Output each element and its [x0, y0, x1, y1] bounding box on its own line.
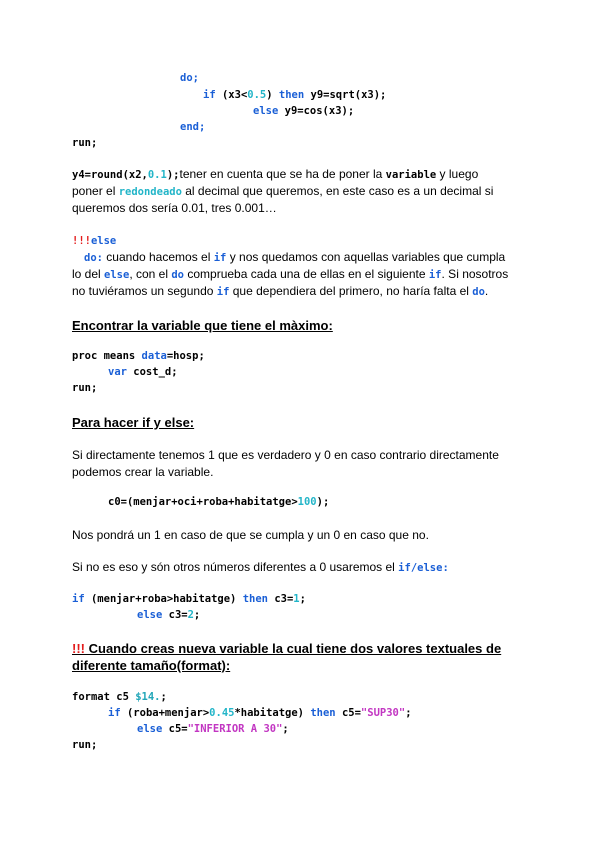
- keyword: if: [72, 593, 85, 605]
- number: 0.45: [209, 707, 235, 719]
- keyword: if: [203, 89, 216, 101]
- paragraph-line: poner el redondeado al decimal que queremos, en este caso es a un decimal si: [72, 184, 494, 198]
- code-line: else y9=cos(x3);: [253, 105, 355, 117]
- paragraph-line: Si directamente tenemos 1 que es verdadero y 0 en caso contrario directamente: [72, 448, 499, 462]
- keyword: else: [137, 609, 163, 621]
- code-line: c0=(menjar+oci+roba+habitatge>100);: [108, 496, 330, 508]
- code-line: [180, 70, 199, 87]
- paragraph-line: queremos dos sería 0.01, tres 0.001…: [72, 201, 277, 215]
- keyword: then: [242, 593, 268, 605]
- code-line: if (menjar+roba>habitatge) then c3=1;: [72, 593, 306, 605]
- code-line: if (x3<0.5) then y9=sqrt(x3);: [203, 89, 387, 101]
- keyword: then: [310, 707, 336, 719]
- code-line: else c5="INFERIOR A 30";: [137, 723, 289, 735]
- code-line: [180, 119, 205, 136]
- section-heading: Encontrar la variable que tiene el màximo:: [72, 318, 333, 333]
- keyword: else: [253, 105, 279, 117]
- paragraph-line: do: cuando hacemos el if y nos quedamos con aquellas variables que cumpla: [84, 250, 506, 264]
- code-line: run;: [72, 739, 98, 751]
- keyword: data: [141, 350, 167, 362]
- number: 100: [297, 496, 317, 508]
- section-heading: Para hacer if y else:: [72, 415, 195, 430]
- section-heading: !!! Cuando creas nueva variable la cual tiene dos valores textuales de: [72, 641, 502, 656]
- keyword: var: [108, 366, 127, 378]
- code-line: var cost_d;: [108, 366, 178, 378]
- code-line: run;: [72, 382, 98, 394]
- keyword: if: [108, 707, 121, 719]
- string-literal: "INFERIOR A 30": [187, 723, 283, 735]
- code-line: format c5 $14.;: [72, 691, 167, 703]
- number: 2: [187, 609, 194, 621]
- section-heading: diferente tamaño(format):: [72, 658, 231, 673]
- keyword: else: [137, 723, 163, 735]
- code-line: proc means data=hosp;: [72, 350, 205, 362]
- code-line: else c3=2;: [137, 609, 201, 621]
- paragraph-line: lo del else, con el do comprueba cada una de ellas en el siguiente if. Si nosotros: [72, 267, 509, 281]
- string-literal: "SUP30": [360, 707, 406, 719]
- format-value: $14.: [135, 691, 161, 703]
- paragraph-line: Si no es eso y són otros números diferentes a 0 usaremos el if/else:: [72, 560, 449, 574]
- paragraph-line: y4=round(x2,0.1);tener en cuenta que se ha de poner la variable y luego: [72, 167, 479, 181]
- paragraph-title: !!!else: [72, 235, 117, 247]
- paragraph-line: no tuviéramos un segundo if que dependiera del primero, no haría falta el do.: [72, 284, 489, 298]
- code-line: if (roba+menjar>0.45*habitatge) then c5="SUP30";: [108, 707, 412, 719]
- keyword: do;: [180, 72, 199, 84]
- number: 1: [293, 593, 300, 605]
- keyword: end;: [180, 121, 206, 133]
- keyword: then: [278, 89, 305, 101]
- paragraph-line: podemos crear la variable.: [72, 465, 214, 479]
- code-line: run;: [72, 137, 98, 149]
- paragraph-line: Nos pondrá un 1 en caso de que se cumpla y un 0 en caso que no.: [72, 528, 429, 542]
- number: 0.5: [247, 89, 267, 101]
